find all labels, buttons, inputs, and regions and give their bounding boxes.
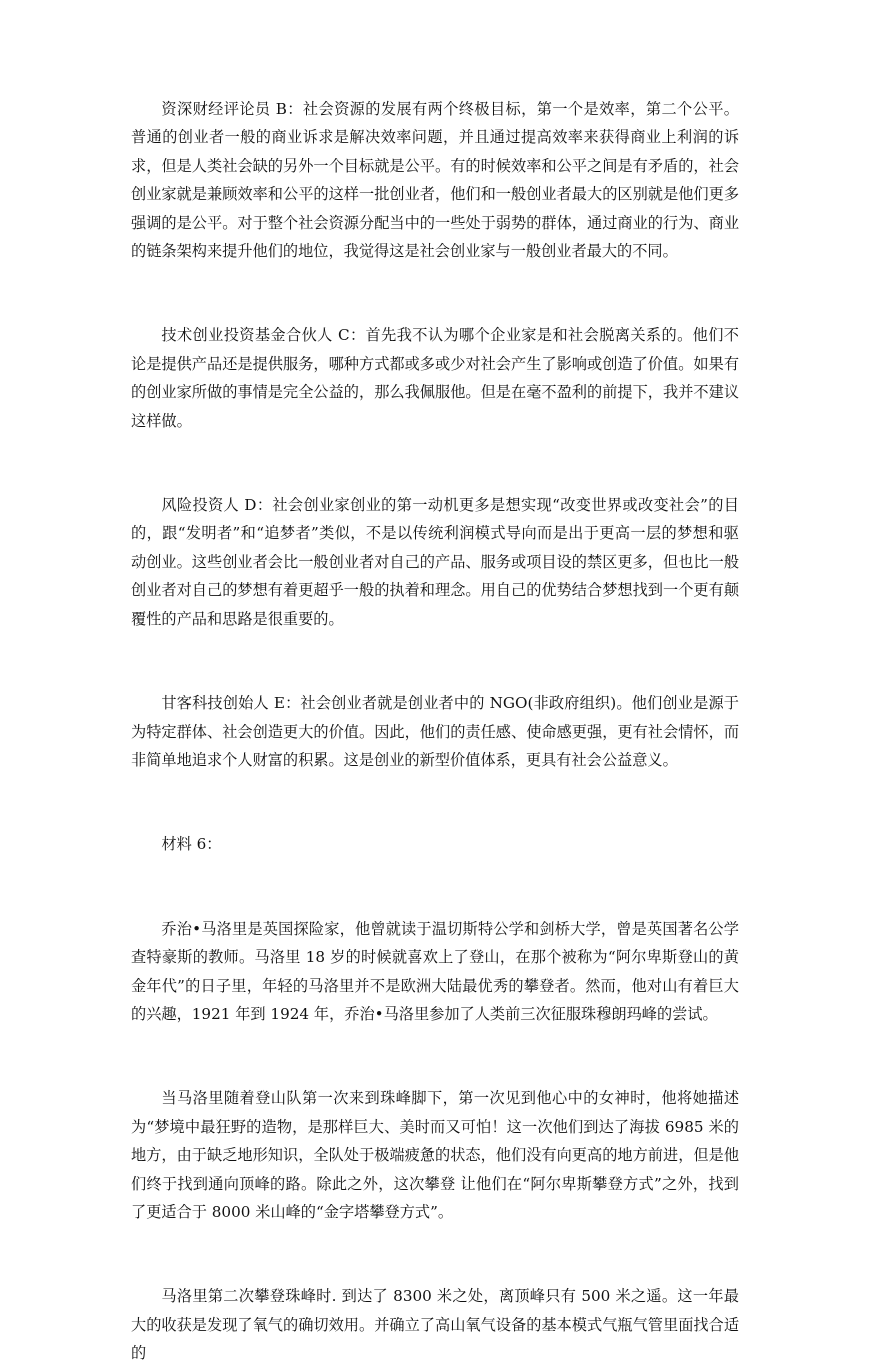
- paragraph-commentator-b: 资深财经评论员 B：社会资源的发展有两个终极目标，第一个是效率，第二个公平。普通的创业者一般的商业诉求是解决效率问题，并且通过提高效率来获得商业上利润的诉求，但是人类社会缺的另外一个目标就是公平。有的时候效率和公平之间是有矛盾的，社会创业家就是兼顾效率和公平的这样一批创业者，他们和一般创业者最大的区别就是他们更多强调的是公平。对于整个社会资源分配当中的一些处于弱势的群体，通过商业的行为、商业的链条架构来提升他们的地位，我觉得这是社会创业家与一般创业者最大的不同。: [131, 100, 739, 261]
- document-body: [131, 95, 739, 1368]
- section-heading-material-6: 材料 6：: [161, 835, 222, 854]
- paragraph-mallory-second-climb: 马洛里第二次攀登珠峰时. 到达了 8300 米之处，离顶峰只有 500 米之遥。这一年最大的收获是发现了氧气的确切效用。并确立了高山氧气设备的基本模式气瓶气管里面找合适的: [131, 1287, 739, 1363]
- paragraph-founder-e: 甘客科技创始人 E：社会创业者就是创业者中的 NGO(非政府组织)。他们创业是源于为特定群体、社会创造更大的价值。因此，他们的责任感、使命感更强，更有社会情怀，而非简单地追求个人财富的积累。这是创业的新型价值体系，更具有社会公益意义。: [131, 694, 739, 769]
- paragraph-mallory-intro: 乔治•马洛里是英国探险家，他曾就读于温切斯特公学和剑桥大学，曾是英国著名公学查特豪斯的教师。马洛里 18 岁的时候就喜欢上了登山，在那个被称为“阿尔卑斯登山的黄金年代”的日子里，年轻的马洛里并不是欧洲大陆最优秀的攀登者。然而，他对山有着巨大的兴趣，1921 年到 1924 年，乔治•马洛里参加了人类前三次征服珠穆朗玛峰的尝试。: [131, 919, 739, 1023]
- paragraph-investor-d: 风险投资人 D：社会创业家创业的第一动机更多是想实现“改变世界或改变社会”的目的，跟“发明者”和“追梦者”类似，不是以传统利润模式导向而是出于更高一层的梦想和驱动创业。这些创业者会比一般创业者对自己的产品、服务或项目设的禁区更多，但也比一般创业者对自己的梦想有着更超乎一般的执着和理念。用自己的优势结合梦想找到一个更有颠覆性的产品和思路是很重要的。: [131, 496, 739, 628]
- paragraph-spacer: [131, 633, 739, 689]
- paragraph-partner-c: 技术创业投资基金合伙人 C：首先我不认为哪个企业家是和社会脱离关系的。他们不论是提供产品还是提供服务，哪种方式都或多或少对社会产生了影响或创造了价值。如果有的创业家所做的事情是完全公益的，那么我佩服他。但是在毫不盈利的前提下，我并不建议这样做。: [131, 326, 739, 430]
- paragraph-spacer: [131, 265, 739, 321]
- paragraph-spacer: [131, 774, 739, 830]
- paragraph-spacer: [131, 1226, 739, 1282]
- paragraph-spacer: [131, 1028, 739, 1084]
- paragraph-mallory-first-climb: 当马洛里随着登山队第一次来到珠峰脚下，第一次见到他心中的女神时，他将她描述为“梦境中最狂野的造物，是那样巨大、美时而又可怕！这一次他们到达了海拔 6985 米的地方，由于缺乏地形知识，全队处于极端疲惫的状态，他们没有向更高的地方前进，但是他们终于找到通向顶峰的路。除此之外，这次攀登 让他们在“阿尔卑斯攀登方式”之外，找到了更适合于 8000 米山峰的“金字塔攀登方式”。: [131, 1089, 739, 1221]
- paragraph-spacer: [131, 859, 739, 915]
- paragraph-spacer: [131, 435, 739, 491]
